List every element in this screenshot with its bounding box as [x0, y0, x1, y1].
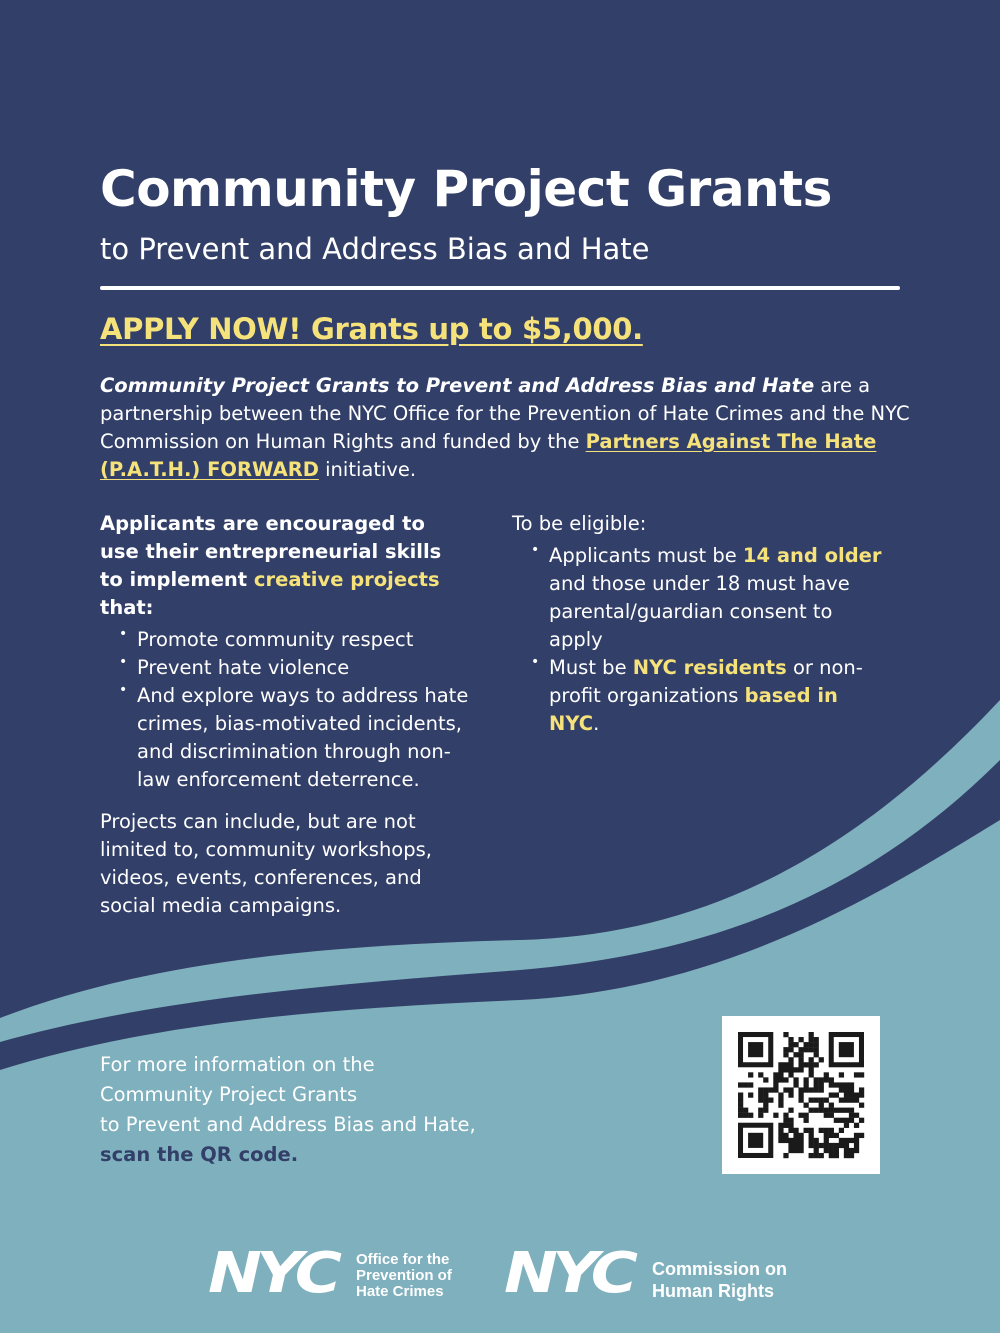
residents-highlight: NYC residents	[632, 656, 787, 679]
logo-text-line: Human Rights	[652, 1281, 775, 1301]
list-item: • And explore ways to address hate crimes, bias-motivated incidents, and discrimination through non-law enforcement deterrence.	[137, 682, 470, 794]
path-forward-link[interactable]: Partners Against The Hate (P.A.T.H.) FORWARD	[100, 430, 877, 481]
projects-note: Projects can include, but are not limited to, community workshops, videos, events, conferences, and social media campaigns.	[100, 810, 432, 917]
logo-text-line: Hate Crimes	[356, 1283, 444, 1300]
eligibility-text: Applicants must be	[549, 544, 743, 567]
divider	[100, 286, 900, 290]
list-item: • Promote community respect	[137, 626, 470, 654]
eligibility-bullet-list	[512, 542, 892, 738]
age-highlight: 14 and older	[742, 544, 882, 567]
ophc-logo-text	[356, 1252, 452, 1300]
apply-now-banner: APPLY NOW! Grants up to $5,000.	[100, 312, 643, 346]
page-title: Community Project Grants	[100, 160, 832, 218]
more-info-block	[100, 1050, 560, 1170]
info-line: to Prevent and Address Bias and Hate,	[100, 1113, 476, 1136]
list-item	[549, 654, 892, 738]
intro-text: are a partnership between the NYC Office for the Prevention of Hate Crimes and the NYC Commission on Human Rights and funded by the	[100, 374, 910, 453]
eligibility-text: Must be	[549, 656, 633, 679]
eligibility-text: or non-profit organizations	[549, 656, 863, 707]
logo-text-line: Prevention of	[356, 1267, 452, 1284]
page-subtitle: to Prevent and Address Bias and Hate	[100, 232, 650, 266]
applicants-column	[100, 510, 470, 920]
info-line: Community Project Grants	[100, 1083, 358, 1106]
eligibility-heading: To be eligible:	[512, 512, 647, 535]
based-in-nyc-highlight: based in NYC	[549, 684, 838, 735]
cchr-logo-text	[652, 1258, 787, 1302]
scan-qr-cta: scan the QR code.	[100, 1143, 299, 1166]
list-item: • Prevent hate violence	[137, 654, 470, 682]
logo-text-line: Commission on	[652, 1259, 788, 1279]
eligibility-text: .	[593, 712, 600, 735]
logo-text-line: Office for the	[356, 1251, 450, 1268]
qr-code-icon	[722, 1016, 880, 1174]
creative-projects-highlight: creative projects	[253, 568, 440, 591]
applicants-bullet-list	[100, 626, 470, 794]
intro-lead: Community Project Grants to Prevent and Address Bias and Hate	[100, 374, 815, 397]
intro-paragraph	[100, 372, 910, 484]
applicants-heading-text: Applicants are encouraged to use their entrepreneurial skills to implement	[100, 512, 442, 591]
list-item	[549, 542, 892, 654]
applicants-heading	[100, 510, 470, 622]
nyc-logo-mark: NYC	[504, 1241, 633, 1306]
applicants-heading-end: that:	[100, 596, 154, 619]
eligibility-column	[512, 510, 892, 738]
info-line: For more information on the	[100, 1053, 375, 1076]
nyc-logo-mark: NYC	[208, 1241, 337, 1306]
qr-code[interactable]	[722, 1016, 880, 1174]
eligibility-text: and those under 18 must have parental/guardian consent to apply	[549, 572, 850, 651]
intro-text-end: initiative.	[318, 458, 417, 481]
